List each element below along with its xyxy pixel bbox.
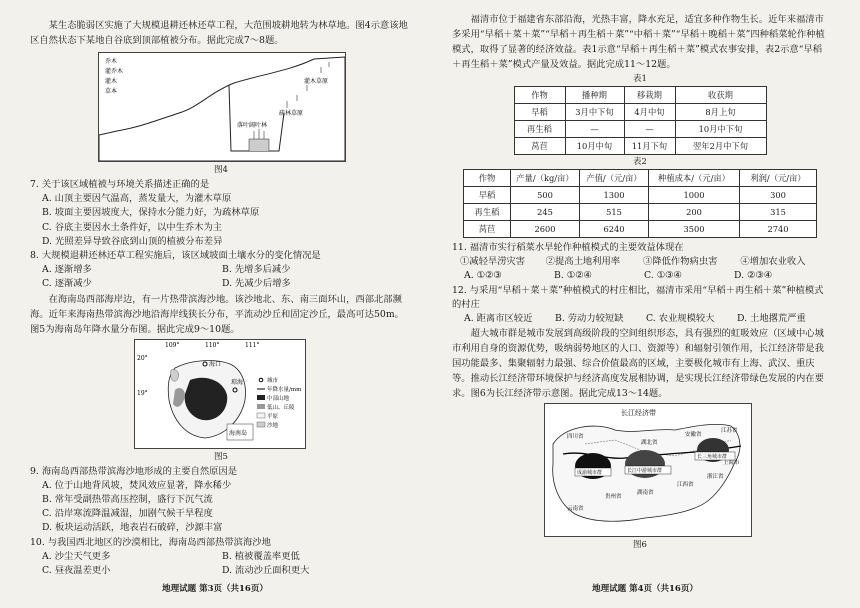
t2-cell: 500: [511, 187, 580, 204]
q12-option-b: B. 劳动力较短缺: [555, 313, 624, 325]
t1-cell: 11月下旬: [624, 138, 675, 155]
t2-header-profit: 利润/（元/亩）: [740, 170, 817, 187]
hainan-precipitation-map: [135, 340, 305, 448]
province-chongqing: 重庆市: [603, 450, 620, 457]
province-jiangsu: 江苏省: [721, 428, 738, 435]
t2-cell: 2740: [740, 221, 817, 238]
region-chengyu: 成渝城市群: [577, 470, 603, 477]
t1-cell: 翌年2月中下旬: [675, 138, 766, 155]
t2-cell: 515: [580, 204, 649, 221]
figure-6: [544, 403, 752, 537]
label-shrub-grassland: 灌木草原: [304, 78, 329, 85]
q8-option-b: B. 先增多后减少: [222, 264, 291, 276]
province-yunnan: 云南省: [567, 506, 584, 513]
q8-option-a: A. 逐渐增多: [42, 264, 92, 276]
t2-cell: 1000: [649, 187, 740, 204]
q12-option-d: D. 土地撂荒严重: [737, 313, 806, 325]
question-9: 9. 海南岛西部热带滨海沙地形成的主要自然原因是: [30, 465, 238, 477]
label-deciduous-forest: 落叶阔叶林: [237, 122, 268, 129]
t2-cell: 245: [511, 204, 580, 221]
q11-item-2: ②提高土地利用率: [545, 256, 621, 268]
t2-cell: 3500: [649, 221, 740, 238]
legend-plain: 平原: [267, 413, 279, 420]
inset-label: 海南岛: [229, 429, 248, 437]
region-yangtze-delta: 长三角城市群: [697, 454, 728, 461]
t1-cell: —: [565, 121, 624, 138]
q11-item-1: ①减轻旱涝灾害: [460, 256, 526, 268]
t1-cell: 10月中下旬: [675, 121, 766, 138]
city-haikou: 海口: [209, 360, 222, 368]
figure-6-caption: 图6: [633, 540, 647, 551]
q11-options: [464, 269, 828, 283]
intro-11-12: 福清市位于福建省东部沿海，光热丰富，降水充足，适宜多种作物生长。近年来福清市多采用“早稻＋菜＋菜”“早稻＋再生稻＋菜”“中稻＋菜”“早稻＋晚稻＋菜”四种稻菜轮作种植模式，取得了显著的经济效益。表1示意“早稻＋再生稻＋菜”模式农事安排，表2示意“早稻＋再生稻＋菜”模式产量及效益。据此完成11～12题。: [452, 14, 825, 70]
q8-options-row2: [42, 277, 412, 291]
q11-option-c: C. ①③④: [644, 270, 682, 282]
intro-7-8: 某生态脆弱区实施了大规模退耕还林还草工程，大范围坡耕地转为林草地。图4示意该地区自然状态下某地自谷底到顶部植被分布。据此完成7～8题。: [30, 20, 408, 46]
legend-shrub-tree: 灌乔木: [105, 68, 124, 75]
q11-option-d: D. ②③④: [734, 270, 773, 282]
question-12: 12. 与采用“早稻＋菜＋菜”种植模式的村庄相比，福清市采用“早稻＋再生稻＋菜”种植模式的村庄: [452, 284, 824, 310]
q7-option-b: B. 坡面主要因坡度大，保持水分能力好，为疏林草原: [42, 207, 260, 219]
t1-cell: 再生稻: [514, 121, 565, 138]
q11-option-b: B. ①②④: [554, 270, 592, 282]
q10-options-row1: [42, 550, 412, 564]
t2-header-yield: 产量/（kg/亩）: [511, 170, 580, 187]
question-11: 11. 福清市实行稻菜水旱轮作种植模式的主要效益体现在: [452, 242, 684, 253]
t2-cell: 再生稻: [464, 204, 511, 221]
t2-cell: 2600: [511, 221, 580, 238]
t1-cell: 莴苣: [514, 138, 565, 155]
figure-5: [134, 339, 306, 449]
q8-option-d: D. 先减少后增多: [222, 278, 291, 290]
q11-items: [460, 255, 828, 269]
table-1-title: 表1: [633, 74, 647, 84]
t1-cell: 10月中旬: [565, 138, 624, 155]
province-hunan: 湖南省: [637, 490, 654, 497]
q8-options-row1: [42, 263, 412, 277]
t1-cell: —: [624, 121, 675, 138]
city-qionghai: 琼海: [231, 378, 244, 386]
left-page-footer: 地理试题 第3页（共16页）: [162, 584, 268, 594]
q9-option-a: A. 位于山地背风坡，焚风效应显著，降水稀少: [42, 479, 232, 491]
t2-cell: 1300: [580, 187, 649, 204]
q7-option-a: A. 山顶主要因气温高，蒸发量大，为灌木草原: [42, 193, 232, 205]
t2-header-crop: 作物: [464, 170, 511, 187]
right-page-footer: 地理试题 第4页（共16页）: [592, 584, 698, 594]
q9-option-b: B. 常年受副热带高压控制，盛行下沉气流: [42, 494, 213, 506]
label-open-forest: 疏林草原: [279, 110, 304, 117]
table-1: [514, 86, 767, 155]
t2-header-value: 产值/（元/亩）: [580, 170, 649, 187]
q10-option-c: C. 昼夜温差更小: [42, 565, 111, 577]
t2-cell: 莴苣: [464, 221, 511, 238]
q9-option-d: D. 板块运动活跃，地表岩石破碎，沙源丰富: [42, 522, 223, 534]
q10-option-a: A. 沙尘天气更多: [42, 550, 111, 562]
table-2: [463, 169, 817, 238]
figure-4: [98, 52, 346, 162]
t1-cell: 3月中下旬: [565, 104, 624, 121]
lat-19: 19°: [137, 389, 148, 397]
t2-cell: 315: [740, 204, 817, 221]
figure-4-caption: 图4: [214, 165, 228, 175]
province-sichuan: 四川省: [567, 434, 584, 441]
intro-9-10: 在海南岛西部海岸边，有一片热带滨海沙地。该沙地北、东、南三面环山，西部北部濒海。近年来海南热带滨海沙地沿海岸线狭长分布，平流动沙丘和固定沙丘，最高可达50m。图5为海南岛年降水量分布图。据此完成9～10题。: [30, 293, 404, 335]
right-page: [430, 0, 860, 608]
legend-city: 城市: [267, 377, 279, 384]
legend-tree: 乔木: [105, 58, 118, 65]
yangtze-economic-belt-map: [545, 404, 751, 536]
legend-herb: 草本: [105, 88, 118, 95]
q12-option-a: A. 距离市区较近: [464, 313, 533, 325]
legend-hills: 低山、丘陵: [267, 404, 295, 411]
lon-109: 109°: [165, 341, 180, 349]
province-anhui: 安徽省: [685, 432, 702, 439]
legend-isohyet: 年降水量/mm: [267, 386, 302, 393]
q10-option-b: B. 植被覆盖率更低: [222, 550, 300, 562]
q7-option-d: D. 光照差异导致谷底到山顶的植被分布差异: [42, 235, 223, 247]
table-2-title: 表2: [633, 157, 647, 167]
t2-header-cost: 种植成本/（元/亩）: [649, 170, 740, 187]
q10-options-row2: [42, 564, 412, 578]
map-title: 长江经济带: [621, 409, 656, 418]
t2-cell: 早稻: [464, 187, 511, 204]
q7-option-c: C. 谷底主要因水土条件好，以中生乔木为主: [42, 221, 223, 233]
vegetation-profile-diagram: [99, 53, 345, 161]
question-7: 7. 关于该区域植被与环境关系描述正确的是: [30, 179, 210, 190]
t1-header-sow: 播种期: [565, 87, 624, 104]
lon-111: 111°: [245, 341, 260, 349]
province-shanghai: 上海市: [723, 460, 740, 467]
province-hubei: 湖北省: [641, 440, 658, 447]
q9-option-c: C. 沿岸寒流降温减湿，加剧气候干旱程度: [42, 508, 213, 520]
t1-header-transplant: 移栽期: [624, 87, 675, 104]
t1-header-harvest: 收获期: [675, 87, 766, 104]
t2-cell: 6240: [580, 221, 649, 238]
legend-sand: 沙地: [267, 422, 279, 429]
question-10: 10. 与我国西北地区的沙漠相比，海南岛西部热带滨海沙地: [30, 536, 271, 548]
legend-shrub: 灌木: [105, 78, 118, 85]
q8-option-c: C. 逐渐减少: [42, 278, 92, 290]
q11-item-4: ④增加农业收入: [740, 256, 806, 268]
region-middle-yangtze: 长江中游城市群: [627, 468, 663, 475]
q10-option-d: D. 流动沙丘面积更大: [222, 565, 310, 577]
legend-central-mountains: 中部山地: [267, 395, 290, 402]
intro-13-14: 超大城市群是城市发展到高级阶段的空间组织形态，具有强烈的虹吸效应（区域中心城市利用自身的资源优势，吸纳弱势地区的人口、资源等）和辐射引领作用，长江经济带是我国功能最多、集聚辐射力最强、综合价值最高的区域，主要极化城市有上海、武汉、重庆等。推动长江经济带环境保护与经济高度发展相协调，是实现长江经济带绿色发展的内在要求。图6为长江经济带示意图。据此完成13～14题。: [452, 328, 824, 400]
figure-5-caption: 图5: [214, 451, 228, 462]
t2-cell: 200: [649, 204, 740, 221]
q12-options: [464, 312, 828, 326]
lat-20: 20°: [137, 354, 148, 362]
t1-cell: 8月上旬: [675, 104, 766, 121]
t1-cell: 早稻: [514, 104, 565, 121]
q11-option-a: A. ①②③: [464, 270, 502, 282]
question-8: 8. 大规模退耕还林还草工程实施后，该区域坡面土壤水分的变化情况是: [30, 250, 321, 262]
province-guizhou: 贵州省: [605, 494, 622, 501]
province-jiangxi: 江西省: [677, 482, 694, 489]
t1-cell: 4月中旬: [624, 104, 675, 121]
q11-item-3: ③降低作物病虫害: [643, 256, 718, 268]
q12-option-c: C. 农业规模较大: [646, 313, 715, 325]
lon-110: 110°: [205, 341, 220, 349]
t1-header-crop: 作物: [514, 87, 565, 104]
province-zhejiang: 浙江省: [707, 474, 724, 481]
t2-cell: 300: [740, 187, 817, 204]
